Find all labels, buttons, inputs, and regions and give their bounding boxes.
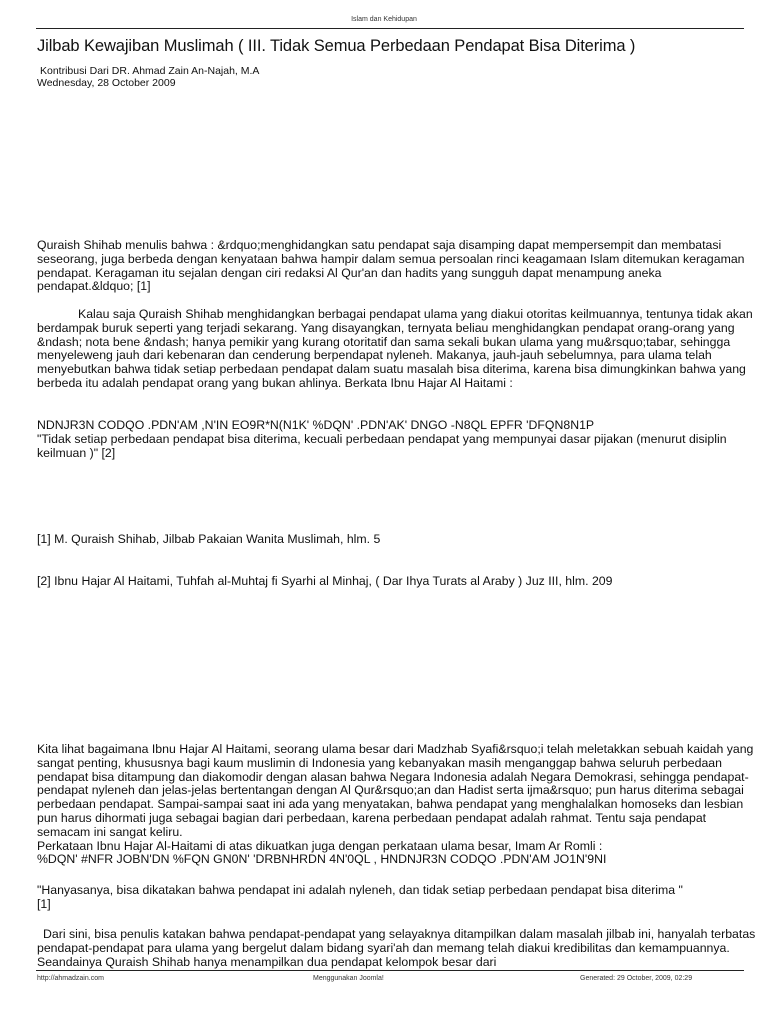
footnote-2: [2] Ibnu Hajar Al Haitami, Tuhfah al-Muhtaj fi Syarhi al Minhaj, ( Dar Ihya Turats al Araby ) Juz III, hlm. 209 (37, 574, 613, 588)
footer-cms: Menggunakan Joomla! (313, 975, 384, 982)
quote-romli-translation: "Hanyasanya, bisa dikatakan bahwa pendapat ini adalah nyleneh, dan tidak setiap perbedaan pendapat bisa diterima " [1] (37, 883, 683, 911)
article-meta (37, 65, 259, 89)
paragraph-4: Dari sini, bisa penulis katakan bahwa pendapat-pendapat yang selayaknya ditampilkan dalam masalah jilbab ini, hanyalah terbatas pendapat-pendapat para ulama yang bergelut dalam bidang syari'ah dan memang telah diakui kredibilitas dan kemampuannya. Seandainya Quraish Shihab hanya menampilkan dua pendapat kelompok besar dari (37, 927, 756, 969)
paragraph-1: Quraish Shihab menulis bahwa : &rdquo;menghidangkan satu pendapat saja disamping dapat mempersempit dan membatasi seseorang, juga berbeda dengan kenyataan bahwa hampir dalam semua persoalan rinci keagamaan Islam ditemukan keragaman pendapat. Keragaman itu sejalan dengan ciri redaksi Al Qur'an dan hadits yang sungguh dapat menampung aneka pendapat.&ldquo; [1] (37, 238, 745, 294)
publish-date: Wednesday, 28 October 2009 (37, 77, 176, 89)
footer-generated: Generated: 29 October, 2009, 02:29 (580, 975, 693, 982)
header-divider (36, 28, 744, 29)
paragraph-2: Kalau saja Quraish Shihab menghidangkan berbagai pendapat ulama yang diakui otoritas keilmuannya, tentunya tidak akan berdampak buruk seperti yang terjadi sekarang. Yang disayangkan, ternyata beliau menghidangkan pendapat orang-orang yang &ndash; nota bene &ndash; hanya pemikir yang kurang otoritatif dan sama sekali bukan ulama yang mu&rsquo;tabar, sehingga menyeleweng jauh dari kebenaran dan cenderung berpendapat nyleneh. Makanya, jauh-jauh sebelumnya, para ulama telah menyebutkan bahwa tidak setiap perbedaan pendapat dalam suatu masalah bisa diterima, karena bisa dimungkinkan bahwa yang berbeda itu adalah pendapat orang yang bukan ahlinya. Berkata Ibnu Hajar Al Haitami : (37, 307, 753, 390)
site-header: Islam dan Kehidupan (351, 16, 417, 23)
arabic-quote-haitami: NDNJR3N CODQO .PDN'AM ,N'IN EO9R*N(N1K' %DQN' .PDN'AK' DNGO -N8QL EPFR 'DFQN8N1P "Tidak setiap perbedaan pendapat bisa diterima, kecuali perbedaan pendapat yang mempunyai dasar pijakan (menurut disiplin keilmuan )" [2] (37, 418, 727, 460)
paragraph-3: Kita lihat bagaimana Ibnu Hajar Al Haitami, seorang ulama besar dari Madzhab Syafi&rsquo;i telah meletakkan sebuah kaidah yang sangat penting, khususnya bagi kaum muslimin di Indonesia yang kebanyakan masih menganggap bahwa seluruh perbedaan pendapat bisa ditampung dan diakomodir dengan alasan bahwa Negara Indonesia adalah Negara Demokrasi, sehingga pendapat-pendapat nyleneh dan jelas-jelas bertentangan dengan Al Qur&rsquo;an dan Hadist serta ijma&rsquo; pun harus diterima sebagai perbedaan pendapat. Sampai-sampai saat ini ada yang menyatakan, bahwa pendapat yang menghalalkan homoseks dan lesbian pun harus dihormati juga sebagai bagian dari perbedaan, karena perbedaan pendapat adalah rahmat. Tentu saja pendapat semacam ini sangat keliru. Perkataan Ibnu Hajar Al-Haitami di atas dikuatkan juga dengan perkataan ulama besar, Imam Ar Romli : %DQN' #NFR JOBN'DN %FQN GN0N' 'DRBNHRDN 4N'0QL , HNDNJR3N CODQO .PDN'AM JO1N'9NI (37, 742, 754, 867)
footer-divider (36, 970, 744, 971)
article-title: Jilbab Kewajiban Muslimah ( III. Tidak Semua Perbedaan Pendapat Bisa Diterima ) (37, 37, 636, 55)
footnote-1: [1] M. Quraish Shihab, Jilbab Pakaian Wanita Muslimah, hlm. 5 (37, 532, 381, 546)
author-line: Kontribusi Dari DR. Ahmad Zain An-Najah, M.A (40, 65, 260, 77)
footer-url: http://ahmadzain.com (37, 975, 104, 982)
